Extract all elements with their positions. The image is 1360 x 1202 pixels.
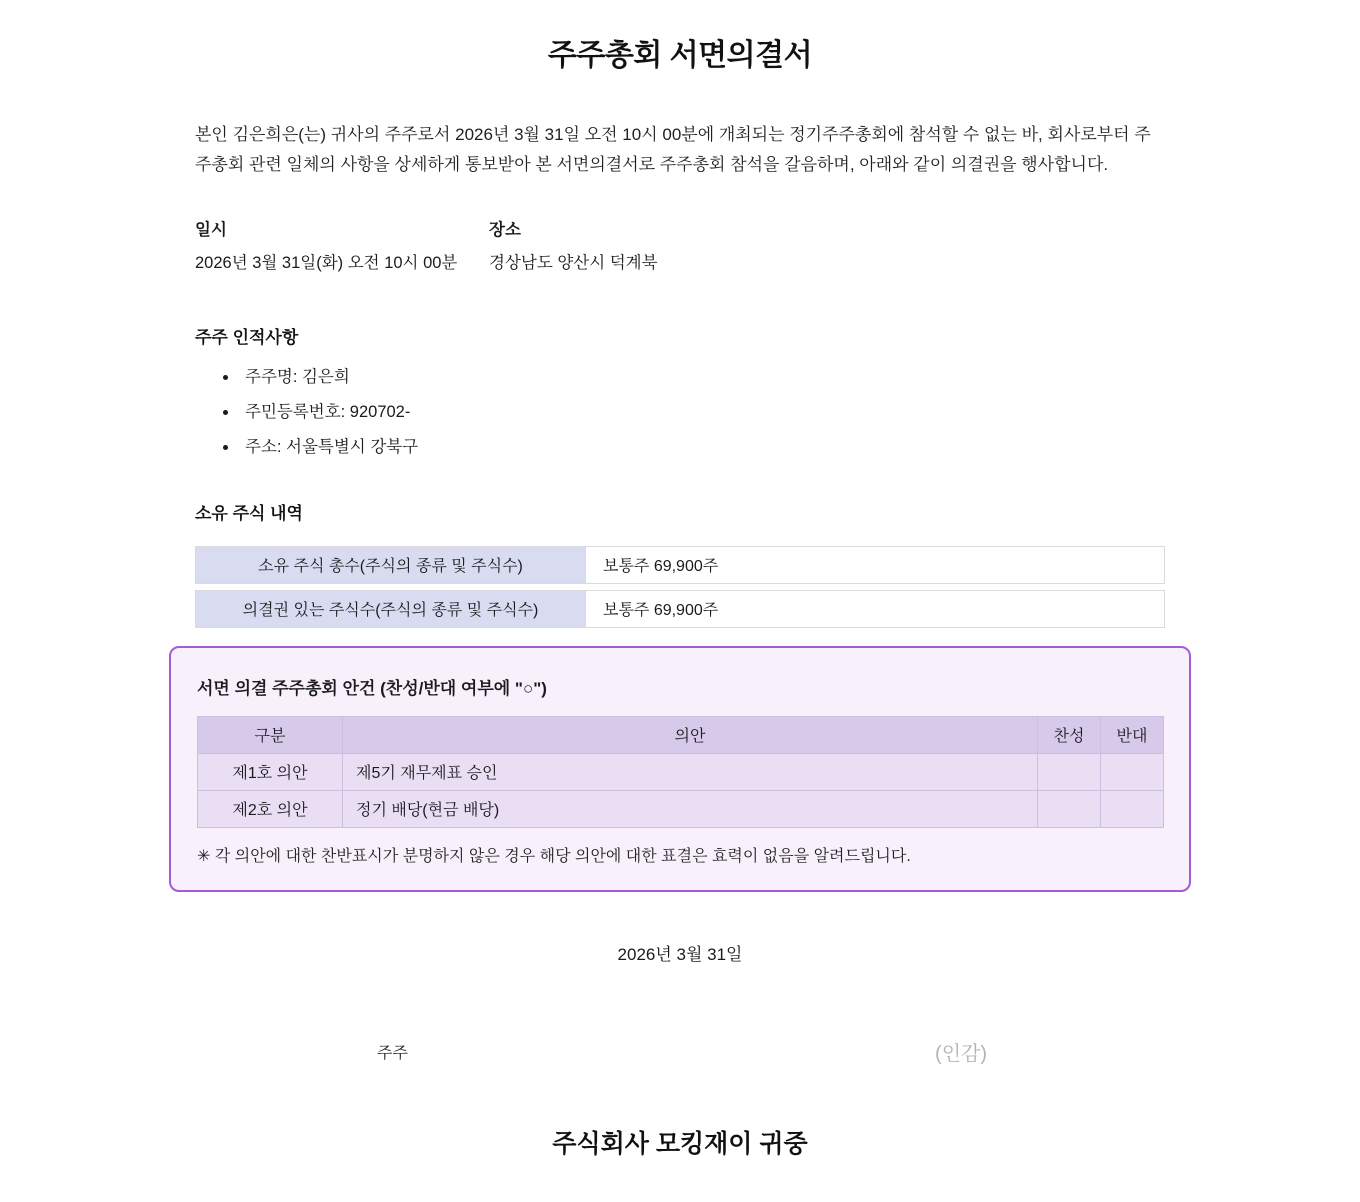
- voting-shares-value: 보통주 69,900주: [586, 591, 1164, 627]
- company-addressee: 주식회사 모킹재이 귀중: [552, 1129, 808, 1158]
- shareholder-info-list: [195, 363, 1165, 457]
- signer-label: 주주: [377, 1044, 408, 1062]
- meeting-meta: [195, 216, 1165, 273]
- location-block: [489, 216, 783, 273]
- seal-placeholder: (인감): [935, 1042, 987, 1065]
- agenda-row-1-agree-cell[interactable]: [1038, 753, 1101, 790]
- column-header-agree: 찬성: [1038, 716, 1101, 753]
- signature-row: [195, 1037, 1165, 1066]
- table-row: [195, 590, 1165, 628]
- datetime-label: 일시: [195, 220, 227, 239]
- agenda-highlight-box: [169, 646, 1191, 892]
- table-row: [195, 546, 1165, 584]
- shares-section-heading: 소유 주식 내역: [195, 503, 303, 523]
- datetime-value: 2026년 3월 31일(화) 오전 10시 00분: [195, 253, 458, 272]
- agenda-row-2-item: 정기 배당(현금 배당): [343, 790, 1038, 827]
- column-header-no: 구분: [198, 716, 343, 753]
- page-title: 주주총회 서면의결서: [547, 39, 813, 72]
- list-item: • 주민등록번호: 920702-: [239, 398, 1165, 422]
- agenda-row-1: [198, 753, 1164, 790]
- shareholder-section-heading: 주주 인적사항: [195, 327, 299, 347]
- shares-total-value: 보통주 69,900주: [586, 547, 1164, 583]
- agenda-row-1-no: 제1호 의안: [198, 753, 343, 790]
- agenda-header-row: [198, 716, 1164, 753]
- agenda-row-2: [198, 790, 1164, 827]
- agenda-row-2-no: 제2호 의안: [198, 790, 343, 827]
- shares-total-label: 소유 주식 총수(주식의 종류 및 주식수): [196, 547, 586, 583]
- agenda-row-2-oppose-cell[interactable]: [1101, 790, 1164, 827]
- document-page: [195, 0, 1165, 1202]
- column-header-item: 의안: [343, 716, 1038, 753]
- column-header-oppose: 반대: [1101, 716, 1164, 753]
- shares-table: [195, 546, 1165, 628]
- datetime-block: [195, 216, 489, 273]
- location-label: 장소: [489, 220, 521, 239]
- voting-shares-label: 의결권 있는 주식수(주식의 종류 및 주식수): [196, 591, 586, 627]
- location-value: 경상남도 양산시 덕계북: [489, 253, 658, 272]
- agenda-section-heading: 서면 의결 주주총회 안건 (찬성/반대 여부에 "○"): [197, 678, 547, 698]
- agenda-row-2-agree-cell[interactable]: [1038, 790, 1101, 827]
- agenda-row-1-oppose-cell[interactable]: [1101, 753, 1164, 790]
- list-item: • 주주명: 김은희: [239, 363, 1165, 387]
- agenda-note: ✳ 각 의안에 대한 찬반표시가 분명하지 않은 경우 해당 의안에 대한 표결은 효력이 없음을 알려드립니다.: [197, 847, 911, 865]
- agenda-row-1-item: 제5기 재무제표 승인: [343, 753, 1038, 790]
- intro-paragraph: 본인 김은희은(는) 귀사의 주주로서 2026년 3월 31일 오전 10시 00분에 개최되는 정기주주총회에 참석할 수 없는 바, 회사로부터 주주총회 관련 일체의 사항을 상세하게 통보받아 본 서면의결서로 주주총회 참석을 갈음하며, 아래와 같이 의결권을 행사합니다.: [195, 125, 1151, 174]
- agenda-table: [197, 716, 1164, 828]
- document-date: 2026년 3월 31일: [617, 944, 743, 964]
- list-item: • 주소: 서울특별시 강북구: [239, 433, 1165, 457]
